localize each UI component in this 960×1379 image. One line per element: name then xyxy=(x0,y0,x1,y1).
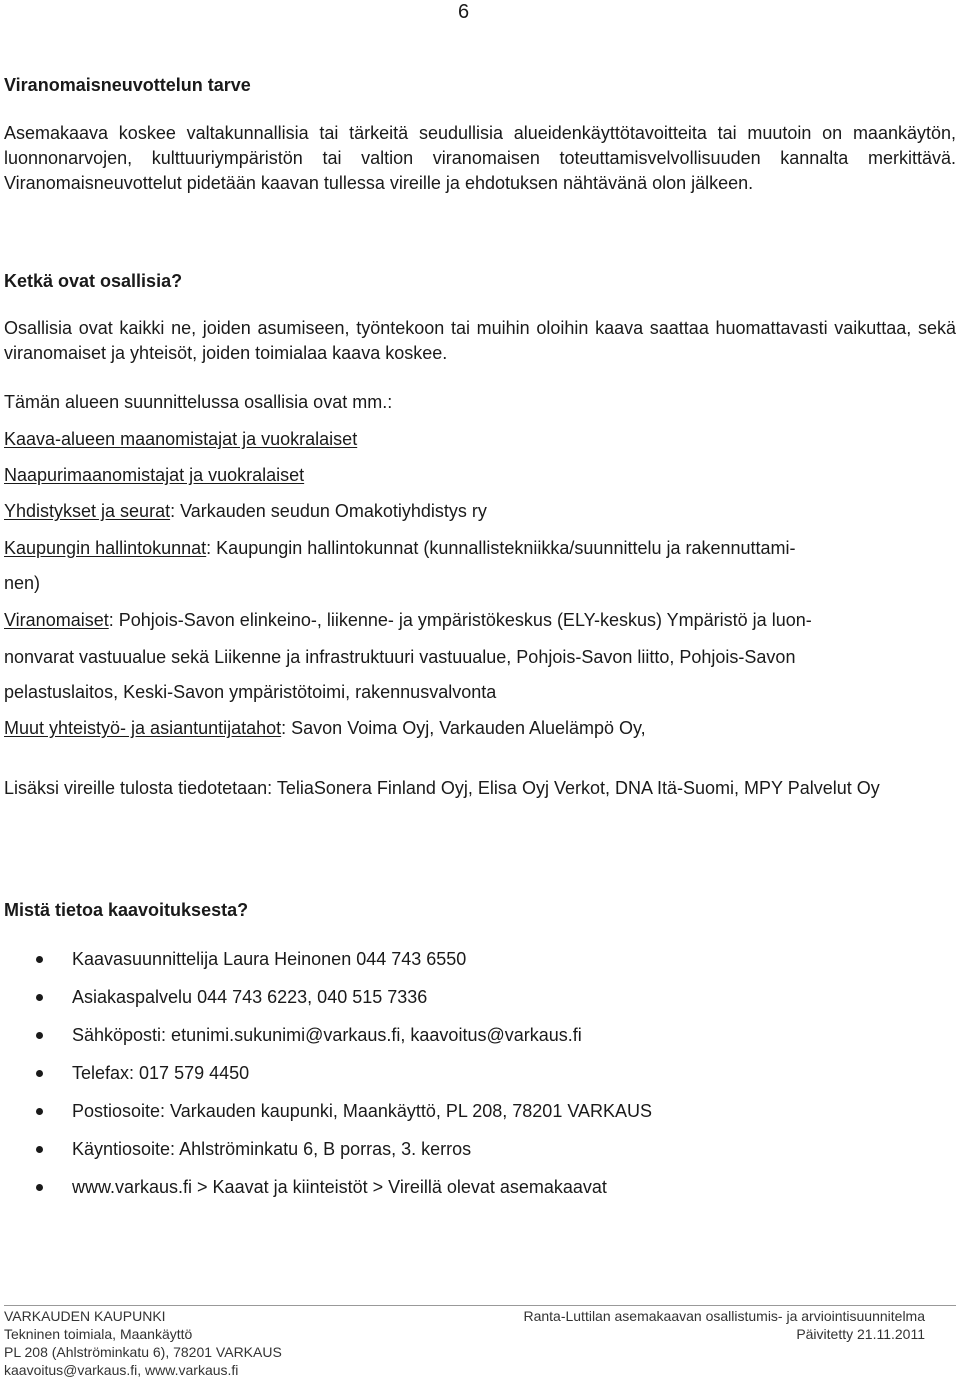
footer-contact: kaavoitus@varkaus.fi, www.varkaus.fi xyxy=(4,1362,239,1378)
footer-divider xyxy=(4,1305,956,1306)
contact-customer-service: Asiakaspalvelu 044 743 6223, 040 515 7336 xyxy=(72,987,428,1007)
list-item xyxy=(0,947,652,985)
group-label: Kaava-alueen maanomistajat ja vuokralaiset xyxy=(4,429,358,449)
contact-planner: Kaavasuunnittelija Laura Heinonen 044 743 6550 xyxy=(72,949,467,969)
group-text: : Savon Voima Oyj, Varkauden Aluelämpö Oy, xyxy=(281,718,646,738)
footer-left xyxy=(4,1307,282,1379)
paragraph-lisaksi: Lisäksi vireille tulosta tiedotetaan: TeliaSonera Finland Oyj, Elisa Oyj Verkot, DNA Itä-Suomi, MPY Palvelut Oy xyxy=(4,778,880,798)
list-item xyxy=(0,1099,652,1137)
group-label: Muut yhteistyö- ja asiantuntijatahot xyxy=(4,718,282,738)
group-maanomistajat xyxy=(4,428,357,450)
contact-fax: Telefax: 017 579 4450 xyxy=(72,1063,250,1083)
heading-tietoa: Mistä tietoa kaavoituksesta? xyxy=(4,900,249,920)
group-muut xyxy=(4,717,646,739)
contact-postal-address: Postiosoite: Varkauden kaupunki, Maankäyttö, PL 208, 78201 VARKAUS xyxy=(72,1101,653,1121)
footer-right xyxy=(523,1307,925,1343)
group-label: Viranomaiset xyxy=(4,610,109,630)
group-label: Kaupungin hallintokunnat xyxy=(4,538,207,558)
bullet-icon xyxy=(36,1032,43,1039)
heading-osalliset: Ketkä ovat osallisia? xyxy=(4,271,183,291)
bullet-icon xyxy=(36,1146,43,1153)
group-text: : Kaupungin hallintokunnat (kunnallistekniikka/suunnittelu ja rakennuttami- xyxy=(206,538,796,558)
osalliset-intro: Tämän alueen suunnittelussa osallisia ovat mm.: xyxy=(4,392,393,412)
bullet-icon xyxy=(36,1108,43,1115)
group-naapurit xyxy=(4,464,304,486)
list-item xyxy=(0,1137,652,1175)
footer-doc-title: Ranta-Luttilan asemakaavan osallistumis- ja arviointisuunnitelma xyxy=(523,1308,925,1324)
paragraph-viranomaisneuvottelu: Asemakaava koskee valtakunnallisia tai tärkeitä seudullisia alueidenkäyttötavoitteita tai muutoin on maankäytön, luonnonarvojen, kulttuuriympäristön tai valtion viranomaisen toteuttamisvelvollisuuden kannalta merkittävä. Viranomaisneuvottelut pidetään kaavan tullessa vireille ja ehdotuksen nähtävänä olon jälkeen. xyxy=(4,123,956,193)
list-item xyxy=(0,1061,652,1099)
group-viranomaiset-cont-2: pelastuslaitos, Keski-Savon ympäristötoimi, rakennusvalvonta xyxy=(4,682,497,702)
group-label: Naapurimaanomistajat ja vuokralaiset xyxy=(4,465,305,485)
bullet-icon xyxy=(36,956,43,963)
group-viranomaiset-cont-1: nonvarat vastuualue sekä Liikenne ja infrastruktuuri vastuualue, Pohjois-Savon liitto, Pohjois-Savon xyxy=(4,647,796,667)
group-text: : Varkauden seudun Omakotiyhdistys ry xyxy=(170,501,487,521)
list-item xyxy=(0,985,652,1023)
bullet-icon xyxy=(36,994,43,1001)
group-yhdistykset xyxy=(4,500,487,522)
contact-website-link[interactable]: www.varkaus.fi > Kaavat ja kiinteistöt > Vireillä olevat asemakaavat xyxy=(72,1177,607,1197)
group-viranomaiset xyxy=(4,609,812,631)
group-hallintokunnat-cont: nen) xyxy=(4,573,41,593)
group-text: : Pohjois-Savon elinkeino-, liikenne- ja ympäristökeskus (ELY-keskus) Ympäristö ja luon- xyxy=(108,610,812,630)
contact-email: Sähköposti: etunimi.sukunimi@varkaus.fi, kaavoitus@varkaus.fi xyxy=(72,1025,582,1045)
footer-updated: Päivitetty 21.11.2011 xyxy=(796,1326,925,1342)
bullet-icon xyxy=(36,1070,43,1077)
group-label: Yhdistykset ja seurat xyxy=(4,501,171,521)
group-hallintokunnat xyxy=(4,537,796,559)
list-item xyxy=(0,1175,652,1213)
page-number: 6 xyxy=(458,1,470,23)
heading-viranomaisneuvottelu: Viranomaisneuvottelun tarve xyxy=(4,75,251,95)
footer-dept: Tekninen toimiala, Maankäyttö xyxy=(4,1326,193,1342)
footer-address: PL 208 (Ahlströminkatu 6), 78201 VARKAUS xyxy=(4,1344,282,1360)
footer-org: VARKAUDEN KAUPUNKI xyxy=(4,1308,166,1324)
contact-list xyxy=(0,947,652,1213)
list-item xyxy=(0,1023,652,1061)
paragraph-osalliset: Osallisia ovat kaikki ne, joiden asumiseen, työntekoon tai muihin oloihin kaava saattaa huomattavasti vaikuttaa, sekä viranomaiset ja yhteisöt, joiden toimialaa kaava koskee. xyxy=(4,318,956,363)
contact-visiting-address: Käyntiosoite: Ahlströminkatu 6, B porras, 3. kerros xyxy=(72,1139,472,1159)
bullet-icon xyxy=(36,1184,43,1191)
